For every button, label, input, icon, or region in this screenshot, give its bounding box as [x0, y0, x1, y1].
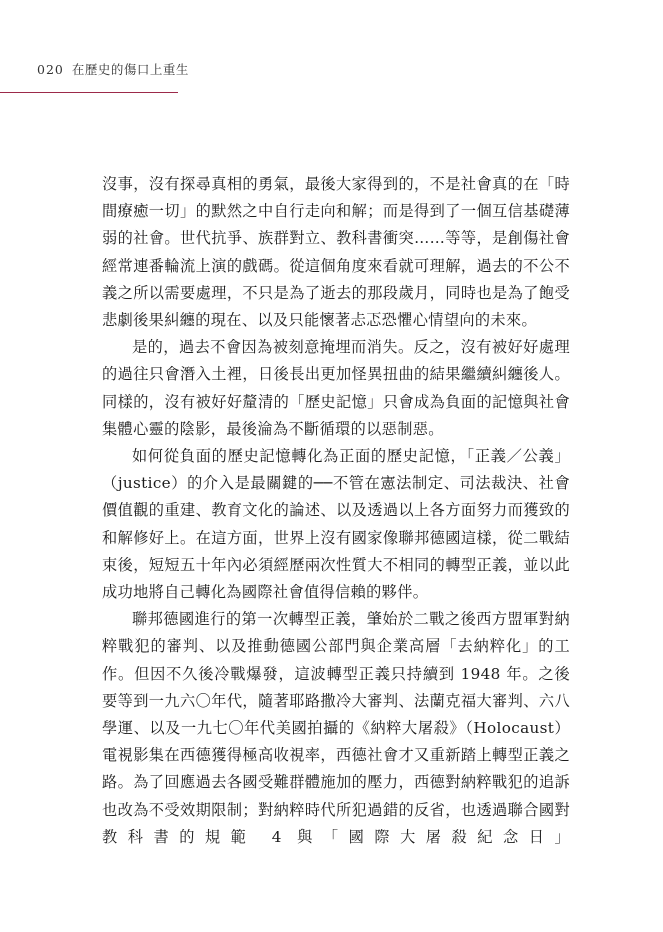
header-rule	[0, 92, 178, 93]
running-header	[37, 59, 189, 79]
paragraph: 聯邦德國進行的第一次轉型正義，肇始於二戰之後西方盟軍對納粹戰犯的審判、以及推動德國公部門與企業高層「去納粹化」的工作。但因不久後冷戰爆發，這波轉型正義只持續到 1948 年。之後要等到一九六〇年代，隨著耶路撒冷大審判、法蘭克福大審判、六八學運、以及一九七〇年代美國拍攝的《納粹大屠殺》（Holocaust）電視影集在西德獲得極高收視率，西德社會才又重新踏上轉型正義之路。為了回應過去各國受難群體施加的壓力，西德對納粹戰犯的追訴也改為不受效期限制；對納粹時代所犯過錯的反省，也透過聯合國對教科書的規範 4 與「國際大屠殺紀念日」	[102, 610, 570, 846]
paragraph: 是的，過去不會因為被刻意掩埋而消失。反之，沒有被好好處理的過往只會潛入土裡，日後長出更加怪異扭曲的結果繼續糾纏後人。同樣的，沒有被好好釐清的「歷史記憶」只會成為負面的記憶與社會集體心靈的陰影，最後淪為不斷循環的以惡制惡。	[102, 338, 570, 438]
paragraph: 沒事，沒有探尋真相的勇氣，最後大家得到的，不是社會真的在「時間療癒一切」的默然之中自行走向和解；而是得到了一個互信基礎薄弱的社會。世代抗爭、族群對立、教科書衝突……等等，是創傷社會經常連番輪流上演的戲碼。從這個角度來看就可理解，過去的不公不義之所以需要處理，不只是為了逝去的那段歲月，同時也是為了飽受悲劇後果糾纏的現在、以及只能懷著忐忑恐懼心情望向的未來。	[102, 175, 570, 330]
book-title: 在歷史的傷口上重生	[71, 62, 189, 77]
paragraph: 如何從負面的歷史記憶轉化為正面的歷史記憶，「正義／公義」（justice）的介入是最關鍵的──不管在憲法制定、司法裁決、社會價值觀的重建、教育文化的論述、以及透過以上各方面努力而獲致的和解修好上。在這方面，世界上沒有國家像聯邦德國這樣，從二戰結束後，短短五十年內必須經歷兩次性質大不相同的轉型正義，並以此成功地將自己轉化為國際社會值得信賴的夥伴。	[102, 447, 570, 602]
page-number: 020	[37, 61, 64, 77]
body-text	[102, 171, 570, 851]
